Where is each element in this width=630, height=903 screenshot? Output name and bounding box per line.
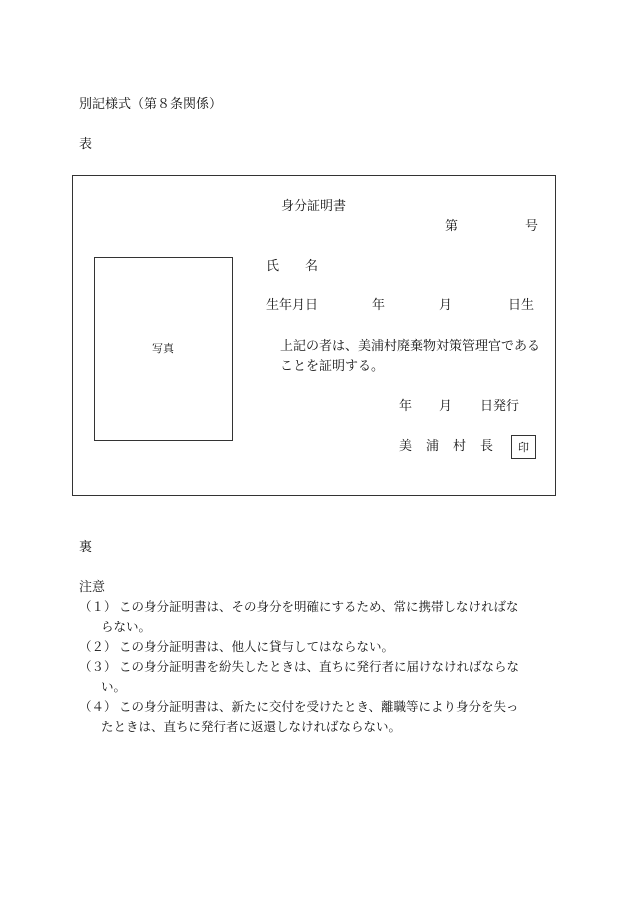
issuer-char-4: 長 (480, 439, 494, 454)
note-1-number: （１） (79, 599, 117, 614)
note-3-line-1: この身分証明書を紛失したときは、直ちに発行者に届けなければならな (119, 659, 520, 674)
statement-line-1: 上記の者は、美浦村廃棄物対策管理官である (280, 339, 541, 354)
dob-day: 日生 (508, 298, 535, 313)
number-suffix: 号 (525, 219, 539, 234)
issuer-char-3: 村 (453, 439, 467, 454)
issue-year: 年 (399, 399, 413, 414)
form-title: 別記様式（第８条関係） (79, 97, 223, 112)
dob-year: 年 (372, 298, 386, 313)
note-2-line-1: この身分証明書は、他人に貸与してはならない。 (119, 639, 395, 654)
number-prefix: 第 (445, 219, 459, 234)
note-3-number: （３） (79, 659, 117, 674)
note-1-line-2: らない。 (101, 619, 152, 634)
note-3-line-2: い。 (101, 679, 127, 694)
dob-label: 生年月日 (266, 298, 319, 313)
note-4-line-2: たときは、直ちに発行者に返還しなければならない。 (101, 719, 402, 734)
statement-line-2: ことを証明する。 (280, 359, 385, 374)
card-title: 身分証明書 (281, 199, 347, 214)
note-4-line-1: この身分証明書は、新たに交付を受けたとき、離職等により身分を失っ (119, 699, 519, 714)
issue-day: 日発行 (480, 399, 520, 414)
back-label: 裏 (79, 540, 93, 555)
name-label-first: 氏 (266, 259, 280, 274)
front-label: 表 (79, 137, 93, 152)
issuer-char-2: 浦 (426, 439, 440, 454)
seal-box (511, 435, 536, 459)
dob-month: 月 (439, 298, 453, 313)
photo-label: 写真 (152, 342, 174, 355)
note-2-number: （２） (79, 639, 117, 654)
notes-title: 注意 (79, 580, 106, 595)
issue-month: 月 (439, 399, 453, 414)
seal-label: 印 (518, 441, 529, 454)
note-4-number: （４） (79, 699, 117, 714)
issuer-char-1: 美 (399, 439, 413, 454)
note-1-line-1: この身分証明書は、その身分を明確にするため、常に携帯しなければな (119, 599, 519, 614)
name-label-second: 名 (305, 259, 319, 274)
